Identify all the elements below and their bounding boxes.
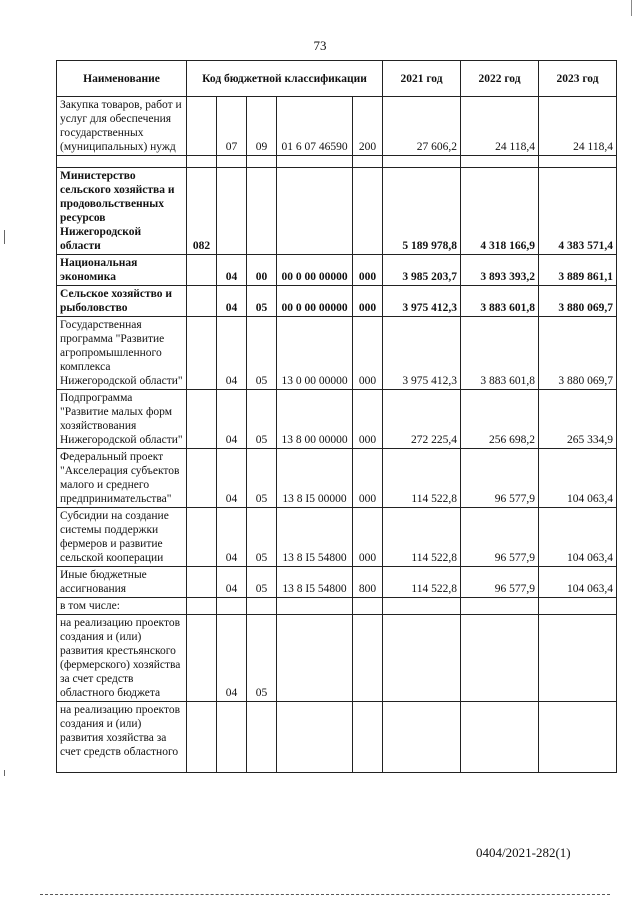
- cell-name: Сельское хозяйство и рыболовство: [57, 286, 187, 317]
- cell-subsection: 05: [247, 390, 277, 449]
- cell-subsection: 05: [247, 508, 277, 567]
- cell-type: 200: [353, 97, 383, 156]
- header-2023: 2023 год: [539, 61, 617, 97]
- cell-y2023: [539, 598, 617, 615]
- cell-target: 01 6 07 46590: [277, 97, 353, 156]
- cell-name: Подпрограмма "Развитие малых форм хозяйствования Нижегородской области": [57, 390, 187, 449]
- scan-edge-mark: [4, 230, 5, 244]
- cell-target: [277, 615, 353, 702]
- table-row: [57, 449, 617, 508]
- cell-y2022: 96 577,9: [461, 449, 539, 508]
- scan-edge-mark: [4, 770, 5, 776]
- cell-y2023: 104 063,4: [539, 508, 617, 567]
- cell-y2022: 4 318 166,9: [461, 168, 539, 255]
- cell-y2023: [539, 615, 617, 702]
- cell-ministry: [187, 97, 217, 156]
- cell-section: [217, 156, 247, 168]
- cell-y2021: 114 522,8: [383, 567, 461, 598]
- cell-name: Субсидии на создание системы поддержки фермеров и развитие сельской кооперации: [57, 508, 187, 567]
- cell-y2022: 96 577,9: [461, 567, 539, 598]
- cell-subsection: [247, 598, 277, 615]
- cell-ministry: [187, 255, 217, 286]
- cell-name: Национальная экономика: [57, 255, 187, 286]
- cell-type: [353, 156, 383, 168]
- cell-section: 04: [217, 567, 247, 598]
- cell-y2021: [383, 615, 461, 702]
- cell-section: [217, 598, 247, 615]
- cell-y2022: [461, 156, 539, 168]
- cell-y2021: 272 225,4: [383, 390, 461, 449]
- cell-type: [353, 168, 383, 255]
- cell-subsection: 05: [247, 286, 277, 317]
- cell-ministry: [187, 449, 217, 508]
- cell-type: [353, 615, 383, 702]
- cell-type: 000: [353, 508, 383, 567]
- header-2022: 2022 год: [461, 61, 539, 97]
- cell-subsection: 09: [247, 97, 277, 156]
- cell-type: 000: [353, 390, 383, 449]
- cell-section: [217, 168, 247, 255]
- cell-subsection: 05: [247, 567, 277, 598]
- cell-section: 04: [217, 255, 247, 286]
- table-row: [57, 702, 617, 773]
- cell-section: 04: [217, 508, 247, 567]
- cell-ministry: [187, 598, 217, 615]
- cell-y2023: [539, 156, 617, 168]
- cell-y2023: 24 118,4: [539, 97, 617, 156]
- page-number: 73: [313, 38, 327, 53]
- table-header-row: [57, 61, 617, 97]
- cell-ministry: [187, 286, 217, 317]
- cell-y2022: [461, 598, 539, 615]
- cell-target: 13 8 I5 54800: [277, 567, 353, 598]
- cell-y2023: 104 063,4: [539, 449, 617, 508]
- cell-y2021: 114 522,8: [383, 449, 461, 508]
- cell-ministry: [187, 615, 217, 702]
- cell-section: 04: [217, 317, 247, 390]
- cell-section: 07: [217, 97, 247, 156]
- cell-ministry: [187, 702, 217, 773]
- cell-name: Министерство сельского хозяйства и продовольственных ресурсов Нижегородской области: [57, 168, 187, 255]
- cell-target: 13 8 I5 00000: [277, 449, 353, 508]
- cell-y2021: 5 189 978,8: [383, 168, 461, 255]
- scan-bottom-line: [40, 894, 610, 895]
- cell-y2023: 265 334,9: [539, 390, 617, 449]
- header-code: Код бюджетной классификации: [187, 61, 383, 97]
- cell-y2023: 104 063,4: [539, 567, 617, 598]
- cell-y2021: [383, 156, 461, 168]
- cell-y2022: 256 698,2: [461, 390, 539, 449]
- cell-name: [57, 702, 187, 773]
- cell-type: 800: [353, 567, 383, 598]
- budget-table: [56, 60, 617, 773]
- table-row: [57, 255, 617, 286]
- cell-target: 00 0 00 00000: [277, 255, 353, 286]
- scan-corner-mark: [631, 0, 632, 16]
- cell-ministry: [187, 508, 217, 567]
- cell-target: 00 0 00 00000: [277, 286, 353, 317]
- cell-section: 04: [217, 286, 247, 317]
- cell-type: 000: [353, 449, 383, 508]
- cell-subsection: 05: [247, 317, 277, 390]
- table-row: [57, 615, 617, 702]
- cell-subsection: 05: [247, 615, 277, 702]
- cell-y2021: 27 606,2: [383, 97, 461, 156]
- table-row: [57, 168, 617, 255]
- cell-type: 000: [353, 286, 383, 317]
- cell-target: [277, 702, 353, 773]
- header-2021: 2021 год: [383, 61, 461, 97]
- cell-type: [353, 702, 383, 773]
- cell-y2021: [383, 702, 461, 773]
- cell-name: Иные бюджетные ассигнования: [57, 567, 187, 598]
- cell-y2022: [461, 702, 539, 773]
- cell-target: 13 8 I5 54800: [277, 508, 353, 567]
- cell-text: на реализацию проектов создания и (или) развития хозяйства за счет средств областного: [60, 704, 181, 758]
- cell-y2021: 3 975 412,3: [383, 286, 461, 317]
- cell-type: [353, 598, 383, 615]
- cell-target: [277, 156, 353, 168]
- cell-type: 000: [353, 317, 383, 390]
- cell-target: [277, 168, 353, 255]
- cell-y2021: 3 985 203,7: [383, 255, 461, 286]
- document-code: 0404/2021-282(1): [476, 845, 571, 860]
- cell-y2022: 3 883 601,8: [461, 286, 539, 317]
- cell-subsection: [247, 168, 277, 255]
- cell-y2022: [461, 615, 539, 702]
- cell-y2021: 3 975 412,3: [383, 317, 461, 390]
- cell-subsection: 05: [247, 449, 277, 508]
- cell-subsection: [247, 156, 277, 168]
- table-row: [57, 567, 617, 598]
- cell-section: 04: [217, 390, 247, 449]
- cell-target: 13 0 00 00000: [277, 317, 353, 390]
- cell-y2021: [383, 598, 461, 615]
- table-row: [57, 156, 617, 168]
- cell-y2023: 3 880 069,7: [539, 317, 617, 390]
- cell-y2022: 3 893 393,2: [461, 255, 539, 286]
- cell-ministry: 082: [187, 168, 217, 255]
- cell-y2023: 3 880 069,7: [539, 286, 617, 317]
- cell-ministry: [187, 390, 217, 449]
- cell-name: Закупка товаров, работ и услуг для обеспечения государственных (муниципальных) нужд: [57, 97, 187, 156]
- cell-y2022: 96 577,9: [461, 508, 539, 567]
- cell-y2023: [539, 702, 617, 773]
- cell-ministry: [187, 567, 217, 598]
- cell-name: Федеральный проект "Акселерация субъектов малого и среднего предпринимательства": [57, 449, 187, 508]
- cell-y2022: 24 118,4: [461, 97, 539, 156]
- cell-ministry: [187, 317, 217, 390]
- cell-ministry: [187, 156, 217, 168]
- cell-y2022: 3 883 601,8: [461, 317, 539, 390]
- table-row: [57, 97, 617, 156]
- cell-section: [217, 702, 247, 773]
- table-row: [57, 508, 617, 567]
- cell-y2021: 114 522,8: [383, 508, 461, 567]
- cell-section: 04: [217, 615, 247, 702]
- cell-subsection: 00: [247, 255, 277, 286]
- cell-name: Государственная программа "Развитие агропромышленного комплекса Нижегородской области": [57, 317, 187, 390]
- cell-name: [57, 156, 187, 168]
- header-name: Наименование: [57, 61, 187, 97]
- table-row: [57, 286, 617, 317]
- cell-y2023: 4 383 571,4: [539, 168, 617, 255]
- cell-target: [277, 598, 353, 615]
- table-row: [57, 390, 617, 449]
- cell-name: в том числе:: [57, 598, 187, 615]
- cell-target: 13 8 00 00000: [277, 390, 353, 449]
- cell-section: 04: [217, 449, 247, 508]
- cell-subsection: [247, 702, 277, 773]
- table-row: [57, 598, 617, 615]
- table-row: [57, 317, 617, 390]
- cell-name: на реализацию проектов создания и (или) развития крестьянского (фермерского) хозяйства за счет средств областного бюджета: [57, 615, 187, 702]
- cell-y2023: 3 889 861,1: [539, 255, 617, 286]
- cell-type: 000: [353, 255, 383, 286]
